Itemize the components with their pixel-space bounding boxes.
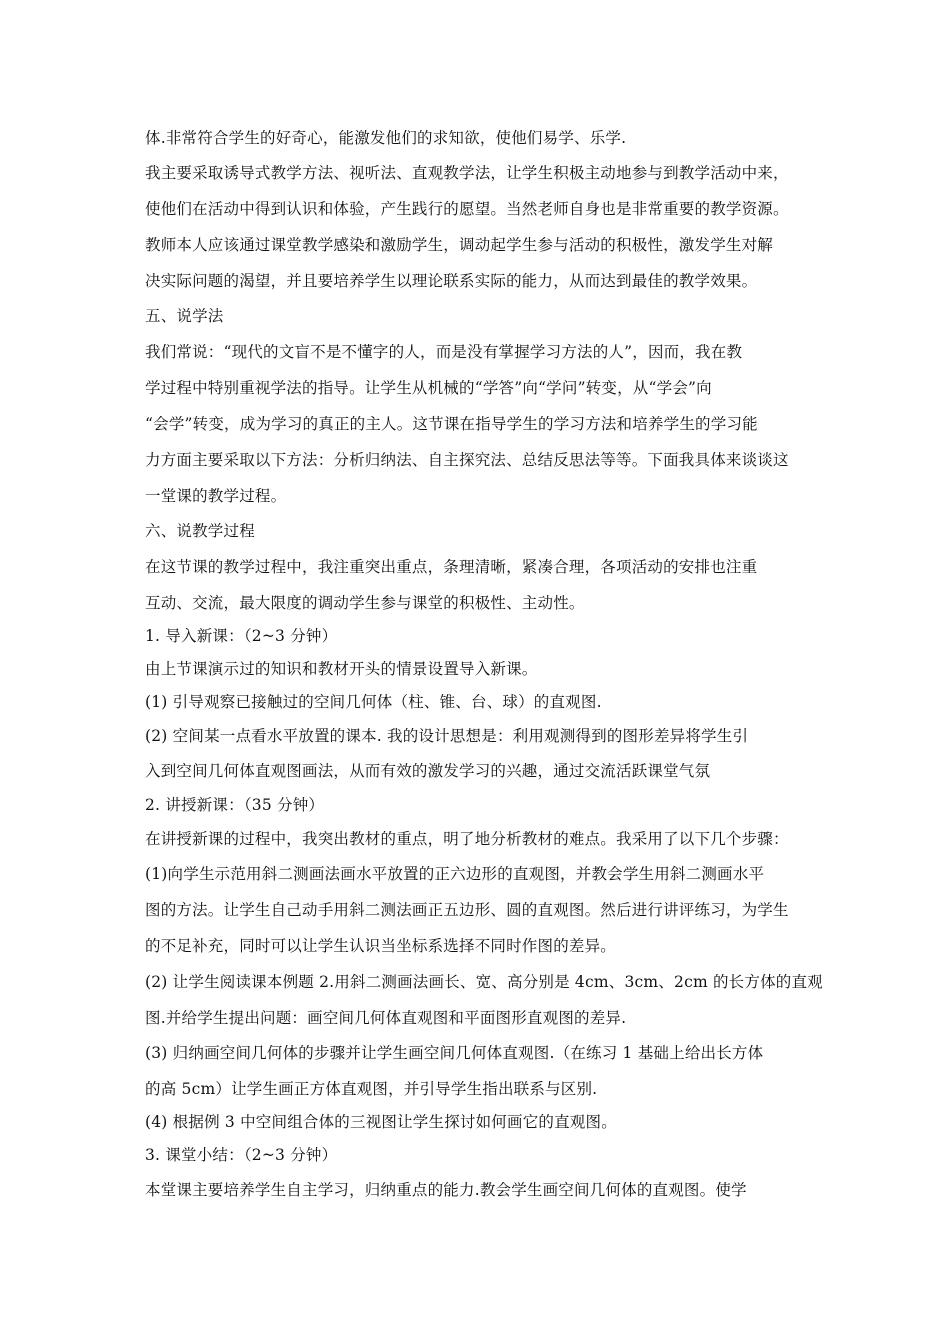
text-line: 我主要采取诱导式教学方法、视听法、直观教学法，让学生积极主动地参与到教学活动中来， [145,164,789,182]
text-line: 一堂课的教学过程。 [145,487,287,505]
text-line: 力方面主要采取以下方法：分析归纳法、自主探究法、总结反思法等等。下面我具体来谈谈这 [145,451,789,469]
text-line: 在这节课的教学过程中，我注重突出重点，条理清晰，紧凑合理，各项活动的安排也注重 [145,558,758,576]
text-line: 体.非常符合学生的好奇心，能激发他们的求知欲，使他们易学、乐学. [145,129,627,147]
step-heading: 3. 课堂小结：（2~3 分钟） [145,1146,338,1164]
text-line: 本堂课主要培养学生自主学习，归纳重点的能力.教会学生画空间几何体的直观图。使学 [145,1181,747,1199]
step-heading: 2. 讲授新课：（35 分钟） [145,796,325,814]
text-line: (1)向学生示范用斜二测画法画水平放置的正六边形的直观图，并教会学生用斜二测画水平 [145,865,765,883]
text-line: 互动、交流，最大限度的调动学生参与课堂的积极性、主动性。 [145,594,585,612]
text-line: 教师本人应该通过课堂教学感染和激励学生，调动起学生参与活动的积极性，激发学生对解 [145,236,774,254]
text-line: 我们常说：“现代的文盲不是不懂字的人，而是没有掌握学习方法的人”，因而，我在教 [145,343,743,361]
section-heading: 五、说学法 [145,307,224,325]
text-line: (2) 让学生阅读课本例题 2.用斜二测画法画长、宽、高分别是 4cm、3cm、2cm 的长方体的直观 [145,973,823,991]
text-line: 入到空间几何体直观图画法，从而有效的激发学习的兴趣，通过交流活跃课堂气氛 [145,762,711,780]
text-line: (3) 归纳画空间几何体的步骤并让学生画空间几何体直观图.（在练习 1 基础上给出长方体 [145,1044,764,1062]
text-line: “会学”转变，成为学习的真正的主人。这节课在指导学生的学习方法和培养学生的学习能 [145,415,758,433]
text-line: 学过程中特别重视学法的指导。让学生从机械的“学答”向“学问”转变，从“学会”向 [145,379,712,397]
text-line: 由上节课演示过的知识和教材开头的情景设置导入新课。 [145,660,538,678]
text-line: 决实际问题的渴望，并且要培养学生以理论联系实际的能力，从而达到最佳的教学效果。 [145,272,758,290]
text-line: 使他们在活动中得到认识和体验，产生践行的愿望。当然老师自身也是非常重要的教学资源。 [145,200,789,218]
text-line: 的不足补充，同时可以让学生认识当坐标系选择不同时作图的差异。 [145,937,617,955]
text-line: (1) 引导观察已接触过的空间几何体（柱、锥、台、球）的直观图. [145,693,602,711]
text-line: (2) 空间某一点看水平放置的课本. 我的设计思想是：利用观测得到的图形差异将学生引 [145,727,749,745]
text-line: 图的方法。让学生自己动手用斜二测法画正五边形、圆的直观图。然后进行讲评练习，为学生 [145,901,789,919]
text-line: 图.并给学生提出问题：画空间几何体直观图和平面图形直观图的差异. [145,1009,627,1027]
step-heading: 1. 导入新课：（2~3 分钟） [145,627,338,645]
section-heading: 六、说教学过程 [145,522,255,540]
text-line: 在讲授新课的过程中，我突出教材的重点，明了地分析教材的难点。我采用了以下几个步骤： [145,830,789,848]
text-line: (4) 根据例 3 中空间组合体的三视图让学生探讨如何画它的直观图。 [145,1113,617,1131]
text-line: 的高 5cm）让学生画正方体直观图，并引导学生指出联系与区别. [145,1080,598,1098]
